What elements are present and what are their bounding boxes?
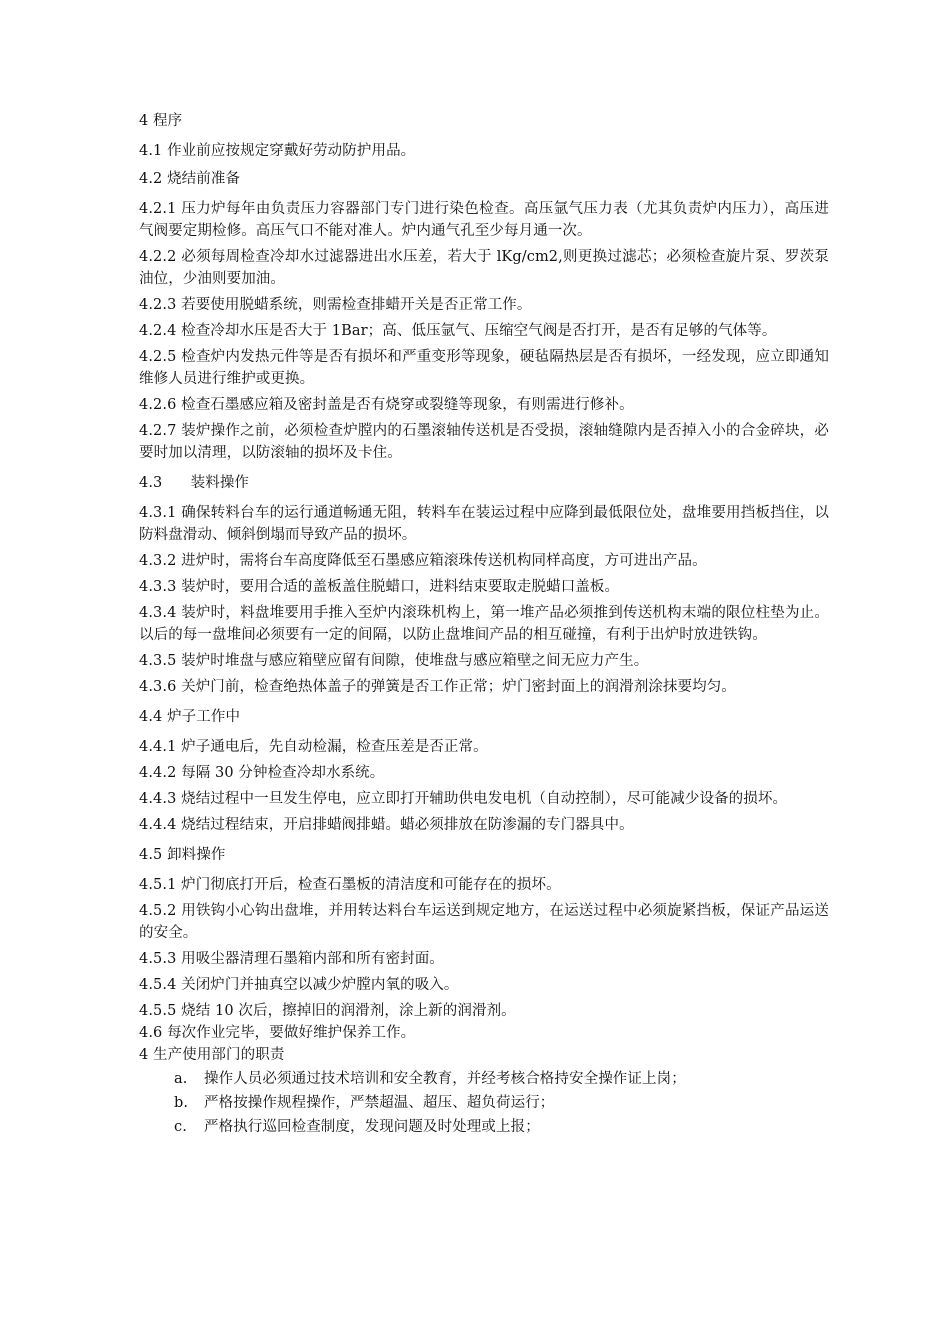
list-item (174, 1092, 829, 1114)
subsection-heading: 4.3 装料操作 (139, 475, 250, 491)
list-marker: b. (174, 1095, 189, 1111)
list-item (174, 1068, 829, 1090)
subsection-heading: 4.2 烧结前准备 (139, 171, 241, 187)
subsection-heading: 4.4 炉子工作中 (139, 709, 241, 725)
paragraph: 4.4.2 每隔 30 分钟检查冷却水系统。 (139, 765, 385, 781)
paragraph: 4.2.6 检查石墨感应箱及密封盖是否有烧穿或裂缝等现象，有则需进行修补。 (139, 397, 634, 413)
paragraph: 4.3.4 装炉时，料盘堆要用手推入至炉内滚珠机构上，第一堆产品必须推到传送机构末端的限位柱垫为止。以后的每一盘堆间必须要有一定的间隔，以防止盘堆间产品的相互碰撞，有利于出炉时放进铁钩。 (139, 605, 829, 643)
paragraph: 4.4.4 烧结过程结束，开启排蜡阀排蜡。蜡必须排放在防渗漏的专门器具中。 (139, 817, 634, 833)
paragraph: 4.5.3 用吸尘器清理石墨箱内部和所有密封面。 (139, 951, 444, 967)
paragraph: 4.5.5 烧结 10 次后，擦掉旧的润滑剂，涂上新的润滑剂。 (139, 1003, 516, 1019)
paragraph: 4.2.7 装炉操作之前，必须检查炉膛内的石墨滚轴传送机是否受损，滚轴缝隙内是否掉入小的合金碎块，必要时加以清理，以防滚轴的损坏及卡住。 (139, 423, 829, 461)
list-item-text: 严格按操作规程操作，严禁超温、超压、超负荷运行； (204, 1095, 555, 1111)
paragraph: 4.5.2 用铁钩小心钩出盘堆，并用转达料台车运送到规定地方，在运送过程中必须旋紧挡板，保证产品运送的安全。 (139, 903, 829, 941)
list-item-text: 严格执行巡回检查制度，发现问题及时处理或上报； (204, 1119, 540, 1135)
section-heading: 4 生产使用部门的职责 (139, 1047, 285, 1063)
paragraph: 4.6 每次作业完毕，要做好维护保养工作。 (139, 1025, 416, 1041)
list-marker: c. (174, 1119, 187, 1135)
paragraph: 4.3.6 关炉门前，检查绝热体盖子的弹簧是否工作正常；炉门密封面上的润滑剂涂抹要均匀。 (139, 679, 736, 695)
list-item-text: 操作人员必须通过技术培训和安全教育，并经考核合格持安全操作证上岗； (204, 1071, 686, 1087)
paragraph: 4.5.4 关闭炉门并抽真空以减少炉膛内氧的吸入。 (139, 977, 459, 993)
section-heading: 4 程序 (139, 113, 183, 129)
paragraph: 4.4.3 烧结过程中一旦发生停电，应立即打开辅助供电发电机（自动控制），尽可能减少设备的损坏。 (139, 791, 788, 807)
paragraph: 4.1 作业前应按规定穿戴好劳动防护用品。 (139, 143, 416, 159)
paragraph: 4.2.2 必须每周检查冷却水过滤器进出水压差，若大于 lKg/cm2,则更换过滤芯；必须检查旋片泵、罗茨泵油位，少油则要加油。 (139, 249, 829, 287)
paragraph: 4.3.3 装炉时，要用合适的盖板盖住脱蜡口，进料结束要取走脱蜡口盖板。 (139, 579, 620, 595)
paragraph: 4.2.5 检查炉内发热元件等是否有损坏和严重变形等现象，硬毡隔热层是否有损坏，一经发现，应立即通知维修人员进行维护或更换。 (139, 349, 829, 387)
paragraph: 4.2.1 压力炉每年由负责压力容器部门专门进行染色检查。高压氩气压力表（尤其负责炉内压力），高压进气阀要定期检修。高压气口不能对准人。炉内通气孔至少每月通一次。 (139, 201, 829, 239)
paragraph: 4.2.4 检查冷却水压是否大于 1Bar；高、低压氩气、压缩空气阀是否打开，是否有足够的气体等。 (139, 323, 777, 339)
list-item (174, 1116, 829, 1138)
paragraph: 4.5.1 炉门彻底打开后，检查石墨板的清洁度和可能存在的损坏。 (139, 877, 561, 893)
paragraph: 4.3.2 进炉时，需将台车高度降低至石墨感应箱滚珠传送机构同样高度，方可进出产品。 (139, 553, 707, 569)
subsection-heading: 4.5 卸料操作 (139, 847, 226, 863)
paragraph: 4.3.1 确保转料台车的运行通道畅通无阻，转料车在装运过程中应降到最低限位处，盘堆要用挡板挡住，以防料盘滑动、倾斜倒塌而导致产品的损坏。 (139, 505, 829, 543)
paragraph: 4.3.5 装炉时堆盘与感应箱壁应留有间隙，使堆盘与感应箱壁之间无应力产生。 (139, 653, 649, 669)
paragraph: 4.4.1 炉子通电后，先自动检漏，检查压差是否正常。 (139, 739, 488, 755)
paragraph: 4.2.3 若要使用脱蜡系统，则需检查排蜡开关是否正常工作。 (139, 297, 532, 313)
document-body (139, 110, 829, 1138)
list-marker: a. (174, 1071, 188, 1087)
